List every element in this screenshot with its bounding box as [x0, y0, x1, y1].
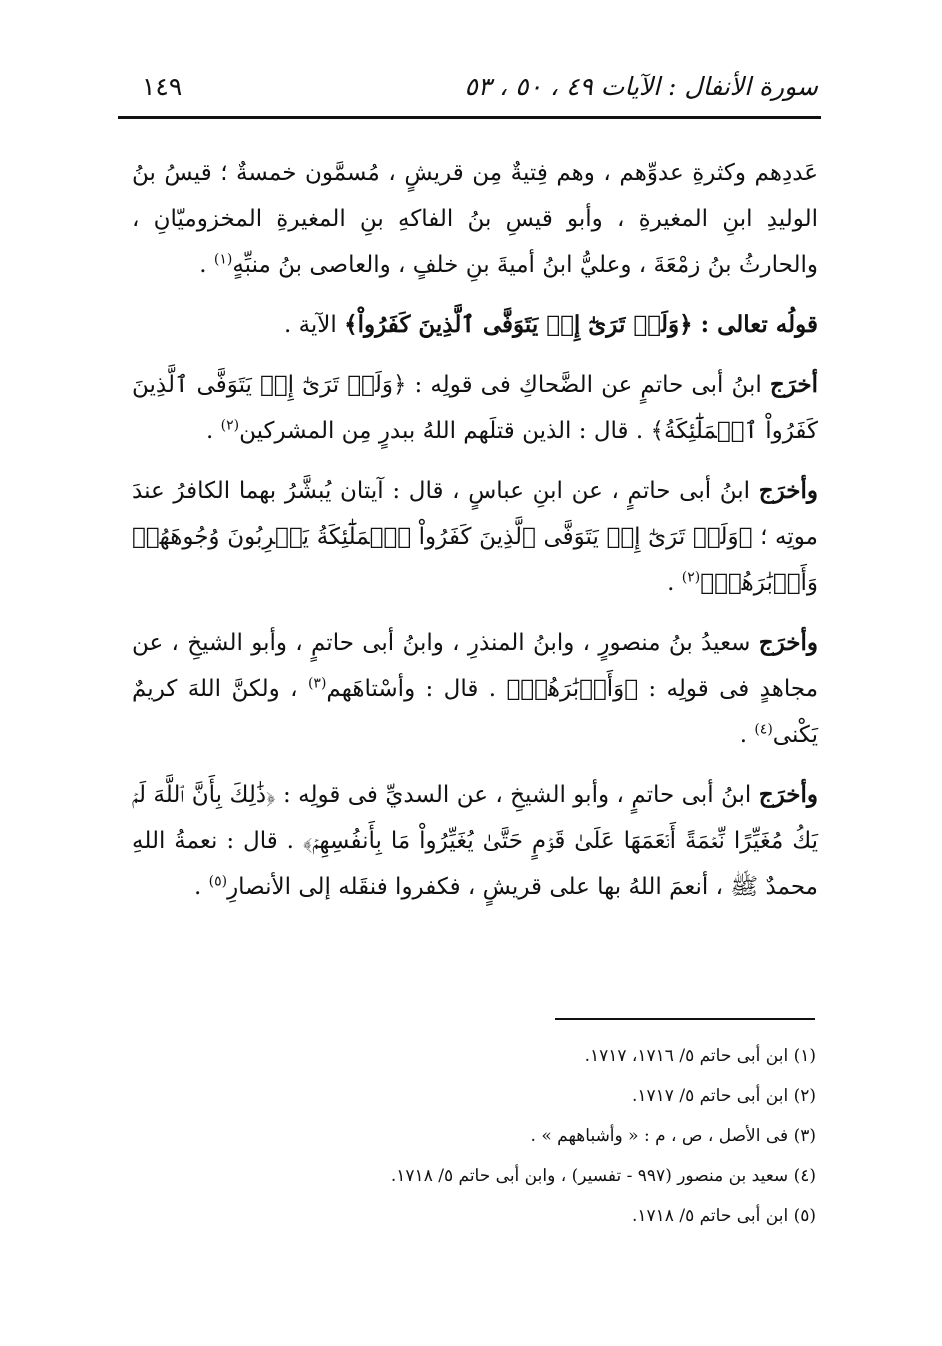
paragraph-6: وأخرَج ابنُ أبى حاتمٍ ، وأبو الشيخِ ، عن السديِّ فى قولِه : ﴿ذَٰلِكَ بِأَنَّ ٱللَّهَ لَمۡ يَكُ مُغَيِّرًا نِّعۡمَةً أَنۡعَمَهَا عَلَىٰ قَوۡمٍ حَتَّىٰ يُغَيِّرُواْ مَا بِأَنفُسِهِمۡ﴾ . قال : نعمةُ اللهِ محمدٌ ﷺ ، أنعمَ اللهُ بها على قريشٍ ، فكفروا فنقَله إلى الأنصارِ$^{(٥)}$ .: [132, 781, 819, 900]
lead-word: وأخرَج: [758, 781, 818, 808]
footnote-ref: (٣): [307, 675, 327, 692]
header-rule: [118, 116, 821, 119]
footnote-1: (١) ابن أبى حاتم ٥/ ١٧١٦، ١٧١٧.: [584, 1046, 816, 1066]
main-text: [132, 150, 818, 924]
quran-quote: ﴿وَلَوۡ تَرَىٰٓ إِذۡ يَتَوَفَّى ٱلَّذِينَ كَفَرُواْ ٱلۡمَلَٰٓئِكَةُ﴾: [132, 372, 818, 444]
quran-quote: ﴿وَلَوۡ تَرَىٰٓ إِذۡ يَتَوَفَّى ٱلَّذِينَ كَفَرُواْ﴾: [344, 311, 693, 338]
footnote-ref: (٢): [220, 417, 240, 434]
footnote-ref: (٥): [208, 873, 228, 890]
footnote-3: (٣) فى الأصل ، ص ، م : « وأشباههم » .: [530, 1126, 816, 1146]
lead-word: وأخرَج: [758, 629, 818, 656]
quran-quote: ﴿وَلَوۡ تَرَىٰٓ إِذۡ يَتَوَفَّى ٱلَّذِينَ كَفَرُواْ ٱلۡمَلَٰٓئِكَةُ يَضۡرِبُونَ وُجُوهَهُمۡ وَأَدۡبَٰرَهُمۡ﴾: [132, 524, 818, 596]
footnote-ref: (١): [213, 251, 233, 268]
paragraph-5: وأخرَج سعيدُ بنُ منصورٍ ، وابنُ المنذرِ ، وابنُ أبى حاتمٍ ، وأبو الشيخِ ، عن مجاهدٍ فى قولِه : ﴿وَأَدۡبَٰرَهُمۡ﴾ . قال : وأسْتاهَهم$^{(٣)}$ ، ولكنَّ اللهَ كريمٌ يَكْنى$^{(٤)}$ .: [132, 629, 819, 748]
lead-word: أخرَج: [769, 371, 819, 398]
quran-quote: ﴿ذَٰلِكَ بِأَنَّ ٱللَّهَ لَمۡ يَكُ مُغَيِّرًا نِّعۡمَةً أَنۡعَمَهَا عَلَىٰ قَوۡمٍ حَتَّىٰ يُغَيِّرُواْ مَا بِأَنفُسِهِمۡ﴾: [132, 782, 819, 854]
footnote-ref: (٤): [754, 721, 773, 738]
paragraph-4: وأخرَج ابنُ أبى حاتمٍ ، عن ابنِ عباسٍ ، قال : آيتان يُبشَّرُ بهما الكافرُ عندَ موتِه ؛ ﴿وَلَوۡ تَرَىٰٓ إِذۡ يَتَوَفَّى ٱلَّذِينَ كَفَرُواْ ٱلۡمَلَٰٓئِكَةُ يَضۡرِبُونَ وُجُوهَهُمۡ وَأَدۡبَٰرَهُمۡ﴾$^{(٢)}$ .: [132, 477, 818, 596]
paragraph-3: أخرَج ابنُ أبى حاتمٍ عن الضَّحاكِ فى قولِه : ﴿وَلَوۡ تَرَىٰٓ إِذۡ يَتَوَفَّى ٱلَّذِينَ كَفَرُواْ ٱلۡمَلَٰٓئِكَةُ﴾ . قال : الذين قتلَهم اللهُ ببدرٍ مِن المشركين$^{(٢)}$ .: [132, 371, 819, 444]
footnotes: [300, 1036, 816, 1236]
verse-heading: قولُه تعالى :: [692, 311, 818, 338]
footnote-2: (٢) ابن أبى حاتم ٥/ ١٧١٧.: [631, 1086, 816, 1106]
footnote-separator: [555, 1018, 815, 1020]
paragraph-1: عَددِهم وكثرةِ عدوِّهم ، وهم فِتيةٌ مِن قريشٍ ، مُسمَّون خمسةٌ ؛ قيسُ بنُ الوليدِ ابنِ المغيرةِ ، وأبو قيسِ بنُ الفاكهِ بنِ المغيرةِ المخزوميّانِ ، والحارثُ بنُ زمْعَةَ ، وعليُّ ابنُ أميةَ بنِ خلفٍ ، والعاصى بنُ منبِّهٍ$^{(١)}$ .: [132, 160, 818, 278]
footnote-ref: (٢): [681, 569, 701, 586]
footnote-5: (٥) ابن أبى حاتم ٥/ ١٧١٨.: [631, 1206, 816, 1226]
footnote-4: (٤) سعيد بن منصور (٩٩٧ - تفسير) ، وابن أبى حاتم ٥/ ١٧١٨.: [390, 1166, 816, 1186]
lead-word: وأخرَج: [758, 477, 818, 504]
paragraph-2: قولُه تعالى : ﴿وَلَوۡ تَرَىٰٓ إِذۡ يَتَوَفَّى ٱلَّذِينَ كَفَرُواْ﴾ الآية .: [283, 311, 818, 338]
page-number: ١٤٩: [142, 72, 183, 101]
running-header: [120, 70, 820, 110]
quran-quote: ﴿وَأَدۡبَٰرَهُمۡ﴾: [506, 676, 638, 702]
header-title: سورة الأنفال : الآيات ٤٩ ، ٥٠ ، ٥٣: [464, 72, 818, 101]
